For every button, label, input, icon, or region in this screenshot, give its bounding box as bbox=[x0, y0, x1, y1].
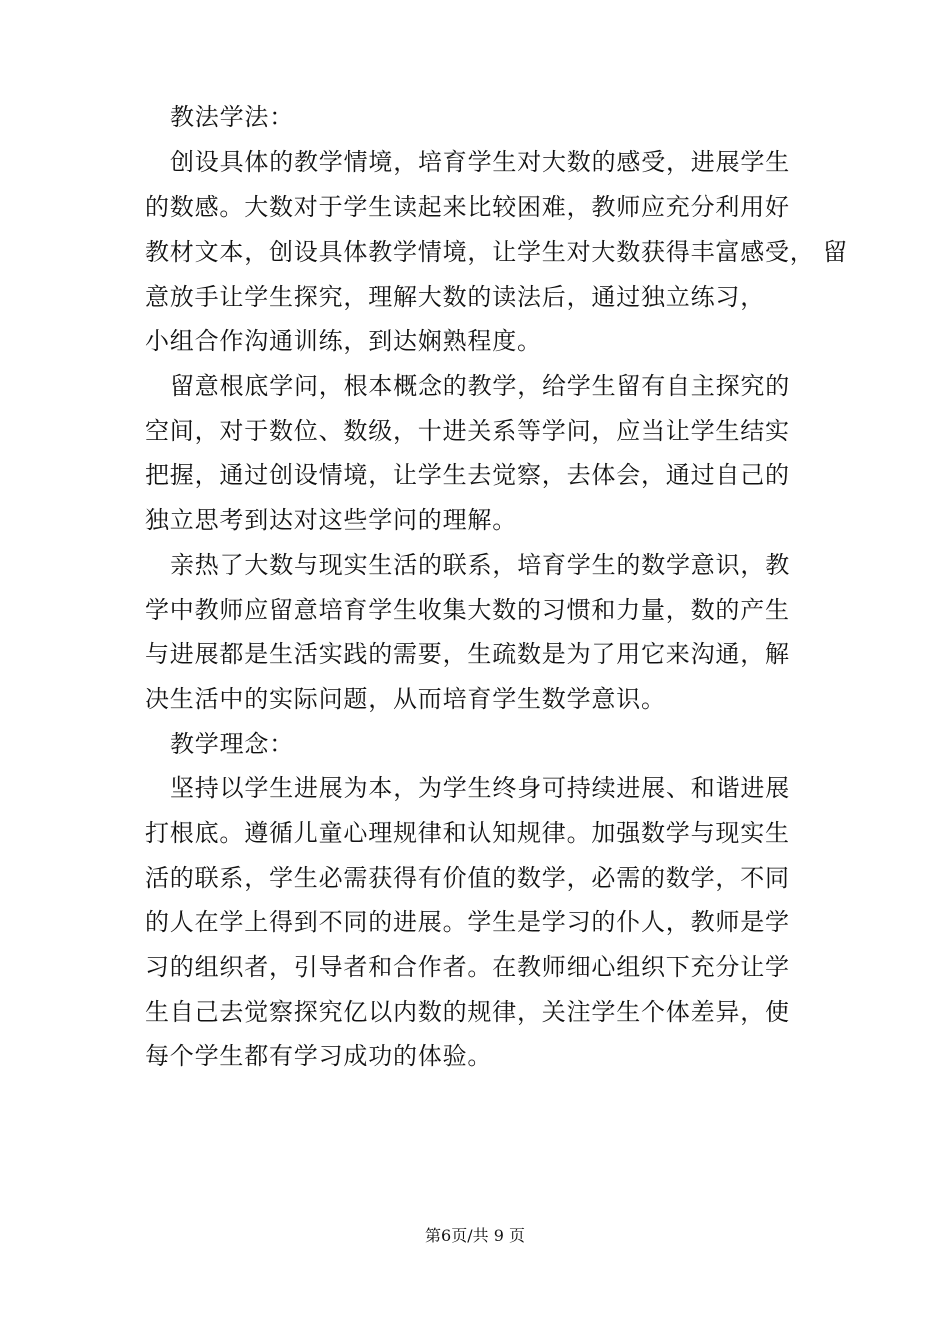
text-line: 与进展都是生活实践的需要，生疏数是为了用它来沟通，解 bbox=[145, 640, 790, 668]
text-line: 决生活中的实际问题，从而培育学生数学意识。 bbox=[145, 685, 666, 713]
text-line: 活的联系，学生必需获得有价值的数学，必需的数学，不同 bbox=[145, 864, 790, 892]
text-line: 独立思考到达对这些学问的理解。 bbox=[145, 506, 517, 534]
text-line: 坚持以学生进展为本，为学生终身可持续进展、和谐进展 bbox=[170, 774, 790, 802]
text-line: 留意根底学问，根本概念的教学，给学生留有自主探究的 bbox=[170, 372, 790, 400]
text-line: 的数感。大数对于学生读起来比较困难，教师应充分利用好 bbox=[145, 193, 790, 221]
text-line: 小组合作沟通训练，到达娴熟程度。 bbox=[145, 327, 542, 355]
section-heading-philosophy: 教学理念： bbox=[170, 730, 294, 758]
text-line: 把握，通过创设情境，让学生去觉察，去体会，通过自己的 bbox=[145, 461, 790, 489]
text-line: 的人在学上得到不同的进展。学生是学习的仆人，教师是学 bbox=[145, 908, 790, 936]
text-line: 创设具体的教学情境，培育学生对大数的感受，进展学生 bbox=[170, 148, 790, 176]
text-line: 学中教师应留意培育学生收集大数的习惯和力量，数的产生 bbox=[145, 596, 790, 624]
section-heading-methods: 教法学法： bbox=[170, 103, 294, 131]
text-line: 教材文本，创设具体教学情境，让学生对大数获得丰富感受， 留 bbox=[145, 238, 848, 266]
text-line: 意放手让学生探究，理解大数的读法后，通过独立练习， bbox=[145, 283, 765, 311]
text-line: 习的组织者，引导者和合作者。在教师细心组织下充分让学 bbox=[145, 953, 790, 981]
text-line: 每个学生都有学习成功的体验。 bbox=[145, 1042, 493, 1070]
text-line: 打根底。遵循儿童心理规律和认知规律。加强数学与现实生 bbox=[145, 819, 790, 847]
page-number: 第6页/共 9 页 bbox=[425, 1226, 525, 1245]
text-line: 亲热了大数与现实生活的联系，培育学生的数学意识，教 bbox=[170, 551, 790, 579]
text-line: 生自己去觉察探究亿以内数的规律，关注学生个体差异，使 bbox=[145, 998, 790, 1026]
text-line: 空间，对于数位、数级，十进关系等学问，应当让学生结实 bbox=[145, 417, 790, 445]
